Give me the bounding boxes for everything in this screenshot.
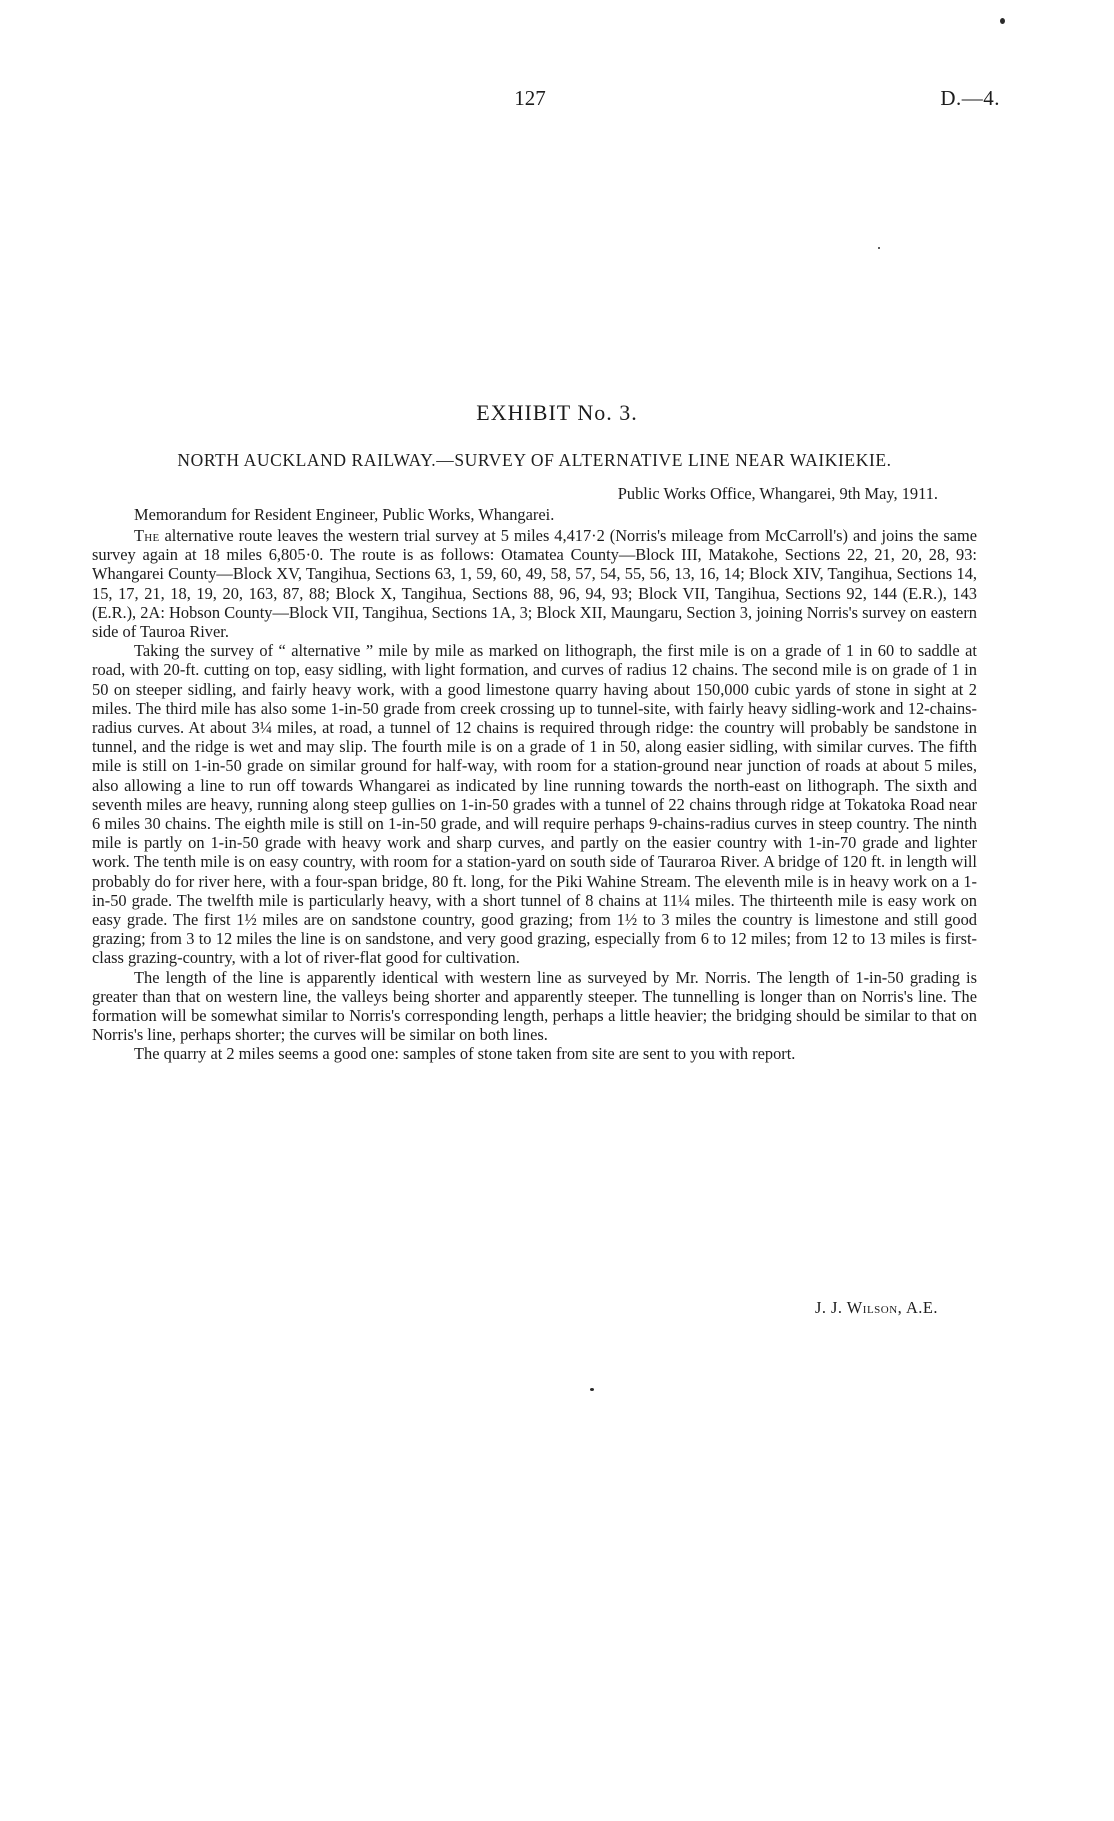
paragraph-lead-word: The: [134, 526, 160, 545]
paragraph-mile-by-mile: Taking the survey of “ alternative ” mile by mile as marked on lithograph, the first mile is on a grade of 1 in 60 to saddle at road, with 20-ft. cutting on top, easy sidling, with light formation, and curves of radius 12 chains. The second mile is on grade of 1 in 50 on steeper sidling, and fairly heavy work, with a good limestone quarry having about 150,000 cubic yards of stone in sight at 2 miles. The third mile has also some 1-in-50 grade from creek crossing up to tunnel-site, with fairly heavy sidling-work and 12-chains-radius curves. At about 3¼ miles, at road, a tunnel of 12 chains is required through ridge: the country will probably be sandstone in tunnel, and the ridge is wet and may slip. The fourth mile is on a grade of 1 in 50, along easier sidling, with similar curves. The fifth mile is still on 1-in-50 grade on similar ground for half-way, with room for a station-ground near junction of roads at about 5 miles, also allowing a line to run off towards Whangarei as indicated by line running towards the north-east on lithograph. The sixth and seventh miles are heavy, running along steep gullies on 1-in-50 grades with a tunnel of 22 chains through ridge at Tokatoka Road near 6 miles 30 chains. The eighth mile is still on 1-in-50 grade, and will require perhaps 9-chains-radius curves in steep country. The ninth mile is partly on 1-in-50 grade with heavy work and sharp curves, and partly on the easier country with 1-in-70 grade and lighter work. The tenth mile is on easy country, with room for a station-yard on south side of Tauraroa River. A bridge of 120 ft. in length will probably do for river here, with a four-span bridge, 80 ft. long, for the Piki Wahine Stream. The eleventh mile is in heavy work on a 1-in-50 grade. The twelfth mile is particularly heavy, with a short tunnel of 8 chains at 11¼ miles. The thirteenth mile is easy work on easy grade. The first 1½ miles are on sandstone country, good grazing; from 1½ to 3 miles the country is limestone and still good grazing; from 3 to 12 miles the line is on sandstone, and very good grazing, especially from 6 to 12 miles; from 12 to 13 miles is first-class grazing-country, with a lot of river-flat good for cultivation.: [92, 641, 977, 968]
section-heading: NORTH AUCKLAND RAILWAY.—SURVEY OF ALTERNATIVE LINE NEAR WAIKIEKIE.: [177, 450, 892, 470]
memo-body: [92, 526, 977, 1064]
scan-speck: [878, 247, 880, 249]
paragraph-route-text: alternative route leaves the western trial survey at 5 miles 4,417·2 (Norris's mileage from McCarroll's) and joins the same survey again at 18 miles 6,805·0. The route is as follows: Otamatea County—Block III, Matakohe, Sections 22, 21, 20, 28, 93: Whangarei County—Block XV, Tangihua, Sections 63, 1, 59, 60, 49, 58, 57, 54, 55, 56, 13, 16, 14; Block XIV, Tangihua, Sections 14, 15, 17, 21, 18, 19, 20, 163, 87, 88; Block X, Tangihua, Sections 88, 96, 94, 93; Block VII, Tangihua, Sections 92, 144 (E.R.), 143 (E.R.), 2A: Hobson County—Block VII, Tangihua, Sections 1A, 3; Block XII, Maungaru, Section 3, joining Norris's survey on eastern side of Tauroa River.: [92, 526, 977, 642]
paragraph-quarry: The quarry at 2 miles seems a good one: samples of stone taken from site are sent to you with report.: [134, 1044, 796, 1064]
scan-speck: [1000, 18, 1005, 24]
memo-addressee: Memorandum for Resident Engineer, Public Works, Whangarei.: [134, 505, 555, 524]
page-number: 127: [514, 86, 546, 110]
signature: J. J. Wilson, A.E.: [814, 1298, 938, 1317]
memo-dateline: Public Works Office, Whangarei, 9th May, 1911.: [617, 484, 938, 503]
scan-speck: [590, 1388, 594, 1391]
paragraph-comparison: The length of the line is apparently identical with western line as surveyed by Mr. Norris. The length of 1-in-50 grading is greater than that on western line, the valleys being shorter and apparently steeper. The tunnelling is longer than on Norris's line. The formation will be somewhat similar to Norris's corresponding length, perhaps a little heavier; the bridging should be similar to that on Norris's line, perhaps shorter; the curves will be similar on both lines.: [92, 967, 977, 1045]
paragraph-route: [92, 526, 977, 641]
series-reference: D.—4.: [940, 86, 1000, 110]
exhibit-title: EXHIBIT No. 3.: [476, 400, 638, 425]
